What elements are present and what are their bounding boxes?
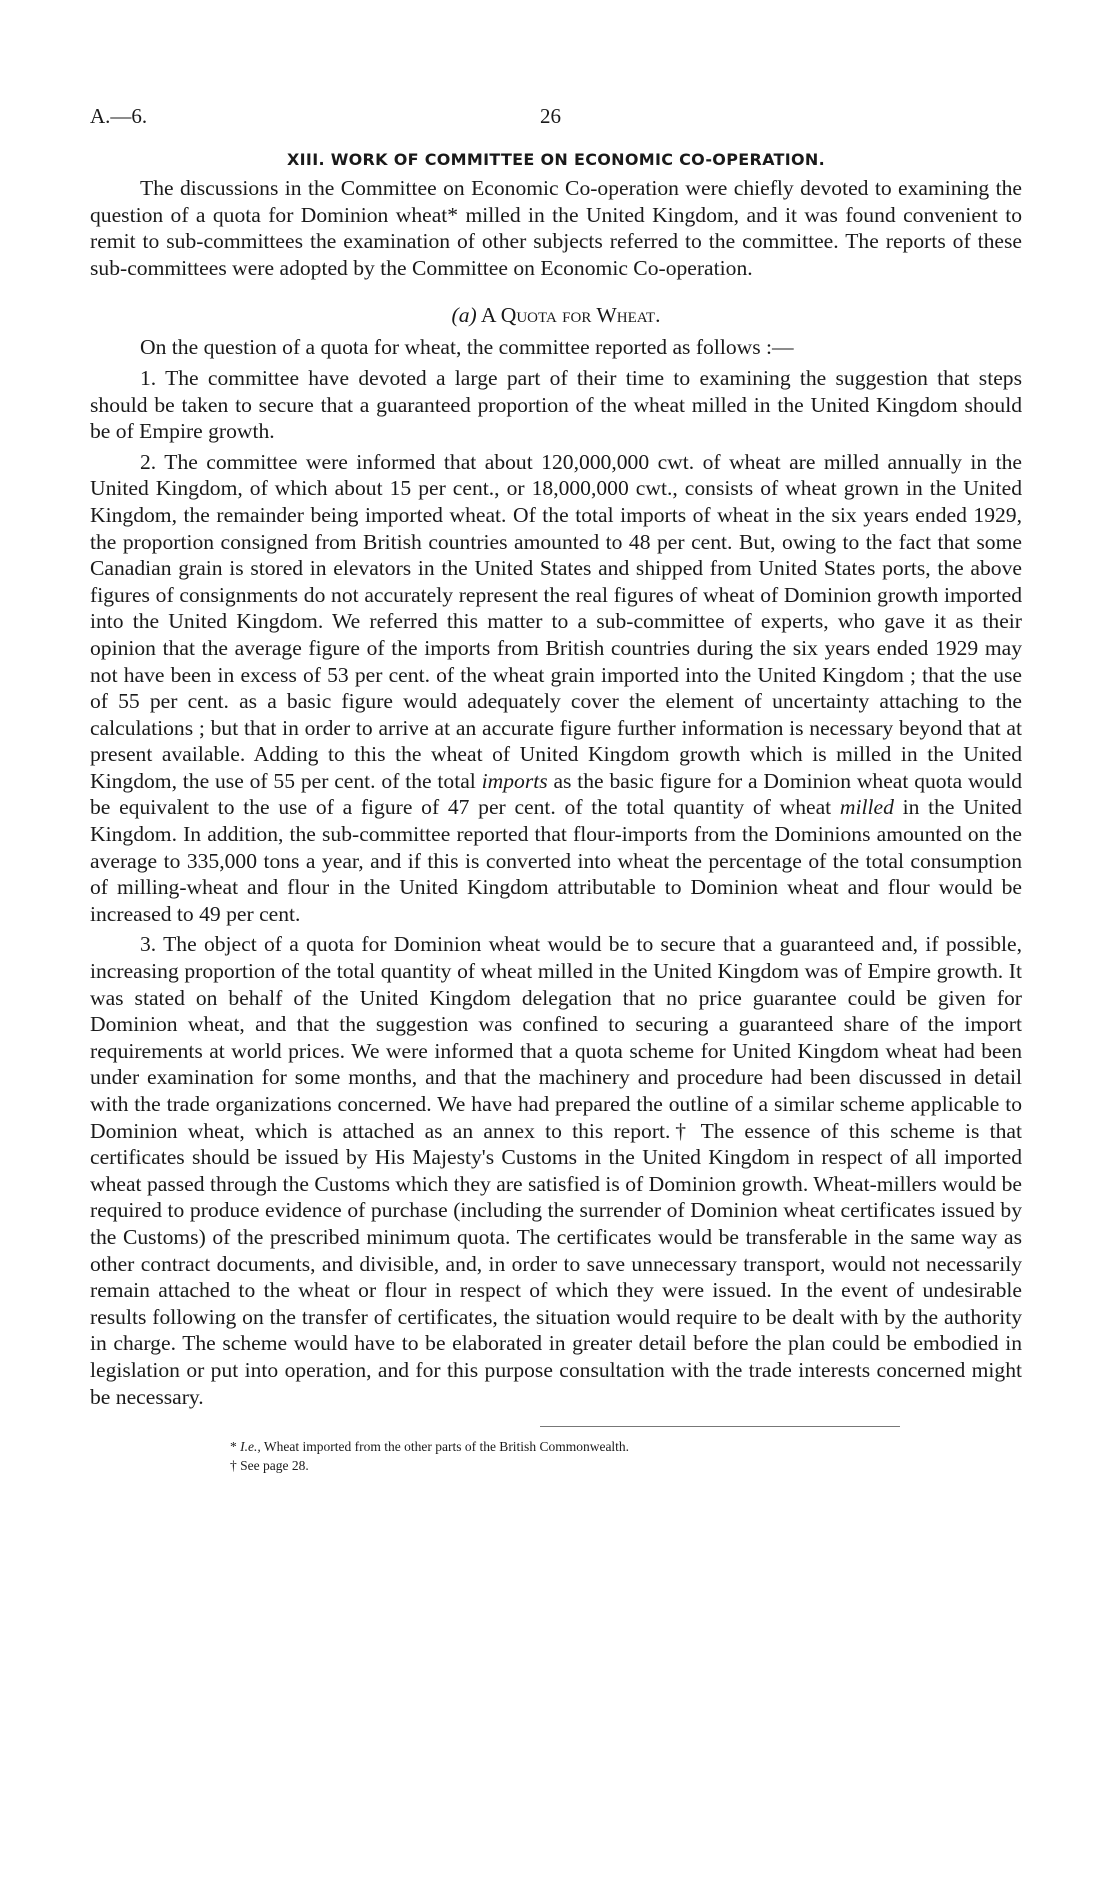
- footnote-1-mark: *: [230, 1439, 237, 1455]
- paragraph-3: 3. The object of a quota for Dominion wheat would be to secure that a guaranteed and, if possible, increasing proportion of the total quantity of wheat milled in the United Kingdom was of Empire growth. It was stated on behalf of the United Kingdom delegation that no price guarantee could be given for Dominion wheat, and that the suggestion was confined to securing a guaranteed share of the import requirements at world prices. We were informed that a quota scheme for United Kingdom wheat had been under examination for some months, and that the machinery and procedure had been discussed in detail with the trade organizations concerned. We have had prepared the outline of a similar scheme applicable to Dominion wheat, which is attached as an annex to this report.† The essence of this scheme is that certificates should be issued by His Majesty's Customs in the United Kingdom in respect of all imported wheat passed through the Customs which they are satisfied is of Dominion growth. Wheat-millers would be required to produce evidence of purchase (including the surrender of Dominion wheat certificates issued by the Customs) of the prescribed minimum quota. The certificates would be transferable in the same way as other contract documents, and divisible, and, in order to save unnecessary transport, would not necessarily remain attached to the wheat or flour in respect of which they were issued. In the event of undesirable results following on the transfer of certificates, the situation would require to be dealt with by the authority in charge. The scheme would have to be elaborated in greater detail before the plan could be embodied in legislation or put into operation, and for this purpose consultation with the trade interests concerned might be necessary.: [90, 932, 1022, 1409]
- page-number: 26: [540, 104, 561, 128]
- paragraph-2-part-b: as the basic figure for a Dominion wheat quota would be equivalent to the use of a figure of 47 per cent. of the total quantity of wheat: [90, 768, 1022, 820]
- footnote-1-ie: I.e.,: [240, 1439, 261, 1455]
- footnote-2: † See page 28.: [230, 1458, 309, 1474]
- emphasis-milled: milled: [839, 795, 894, 820]
- paragraph-2-part-c: in the United Kingdom. In addition, the sub-committee reported that flour-imports from the Dominions amounted on the average to 335,000 tons a year, and if this is converted into wheat the percentage of the total consumption of milling-wheat and flour in the United Kingdom attributable to Dominion wheat and flour would be increased to 49 per cent.: [90, 795, 1022, 926]
- paragraph-1: 1. The committee have devoted a large part of their time to examining the suggestion that steps should be taken to secure that a guaranteed proportion of the wheat milled in the United Kingdom should be of Empire growth.: [90, 365, 1022, 444]
- footnotes: [230, 1437, 1022, 1475]
- page-header: [90, 104, 1020, 134]
- emphasis-imports: imports: [481, 768, 548, 793]
- document-reference: A.—6.: [90, 104, 148, 128]
- footnote-1-text: Wheat imported from the other parts of the British Commonwealth.: [263, 1439, 630, 1455]
- subsection-title: A Quota for Wheat.: [480, 303, 661, 328]
- lead-paragraph: On the question of a quota for wheat, the committee reported as follows :—: [140, 335, 794, 360]
- footnote-1: [230, 1437, 1022, 1456]
- subsection-label: (a): [451, 303, 477, 328]
- page-content: [90, 150, 1022, 1475]
- footnote-rule: [540, 1426, 900, 1427]
- subsection-heading: [90, 303, 1022, 328]
- paragraph-2-part-a: 2. The committee were informed that about 120,000,000 cwt. of wheat are milled annually in the United Kingdom, of which about 15 per cent., or 18,000,000 cwt., consists of wheat grown in the United Kingdom, the remainder being imported wheat. Of the total imports of wheat in the six years ended 1929, the proportion consigned from British countries amounted to 48 per cent. But, owing to the fact that some Canadian grain is stored in elevators in the United States and shipped from United States ports, the above figures of consignments do not accurately represent the real figures of wheat of Dominion growth imported into the United Kingdom. We referred this matter to a sub-committee of experts, who gave it as their opinion that the average figure of the imports from British countries during the six years ended 1929 may not have been in excess of 53 per cent. of the wheat grain imported into the United Kingdom ; that the use of 55 per cent. as a basic figure would adequately cover the element of uncertainty attaching to the calculations ; but that in order to arrive at an accurate figure further information is necessary beyond that at present available. Adding to this the wheat of United Kingdom growth which is milled in the United Kingdom, the use of 55 per cent. of the total: [90, 449, 1022, 793]
- intro-paragraph: The discussions in the Committee on Economic Co-operation were chiefly devoted to examining the question of a quota for Dominion wheat* milled in the United Kingdom, and it was found convenient to remit to sub-committees the examination of other subjects referred to the committee. The reports of these sub-committees were adopted by the Committee on Economic Co-operation.: [90, 176, 1022, 280]
- section-title: XIII. WORK OF COMMITTEE ON ECONOMIC CO-OPERATION.: [287, 150, 825, 169]
- paragraph-2: [90, 449, 1022, 928]
